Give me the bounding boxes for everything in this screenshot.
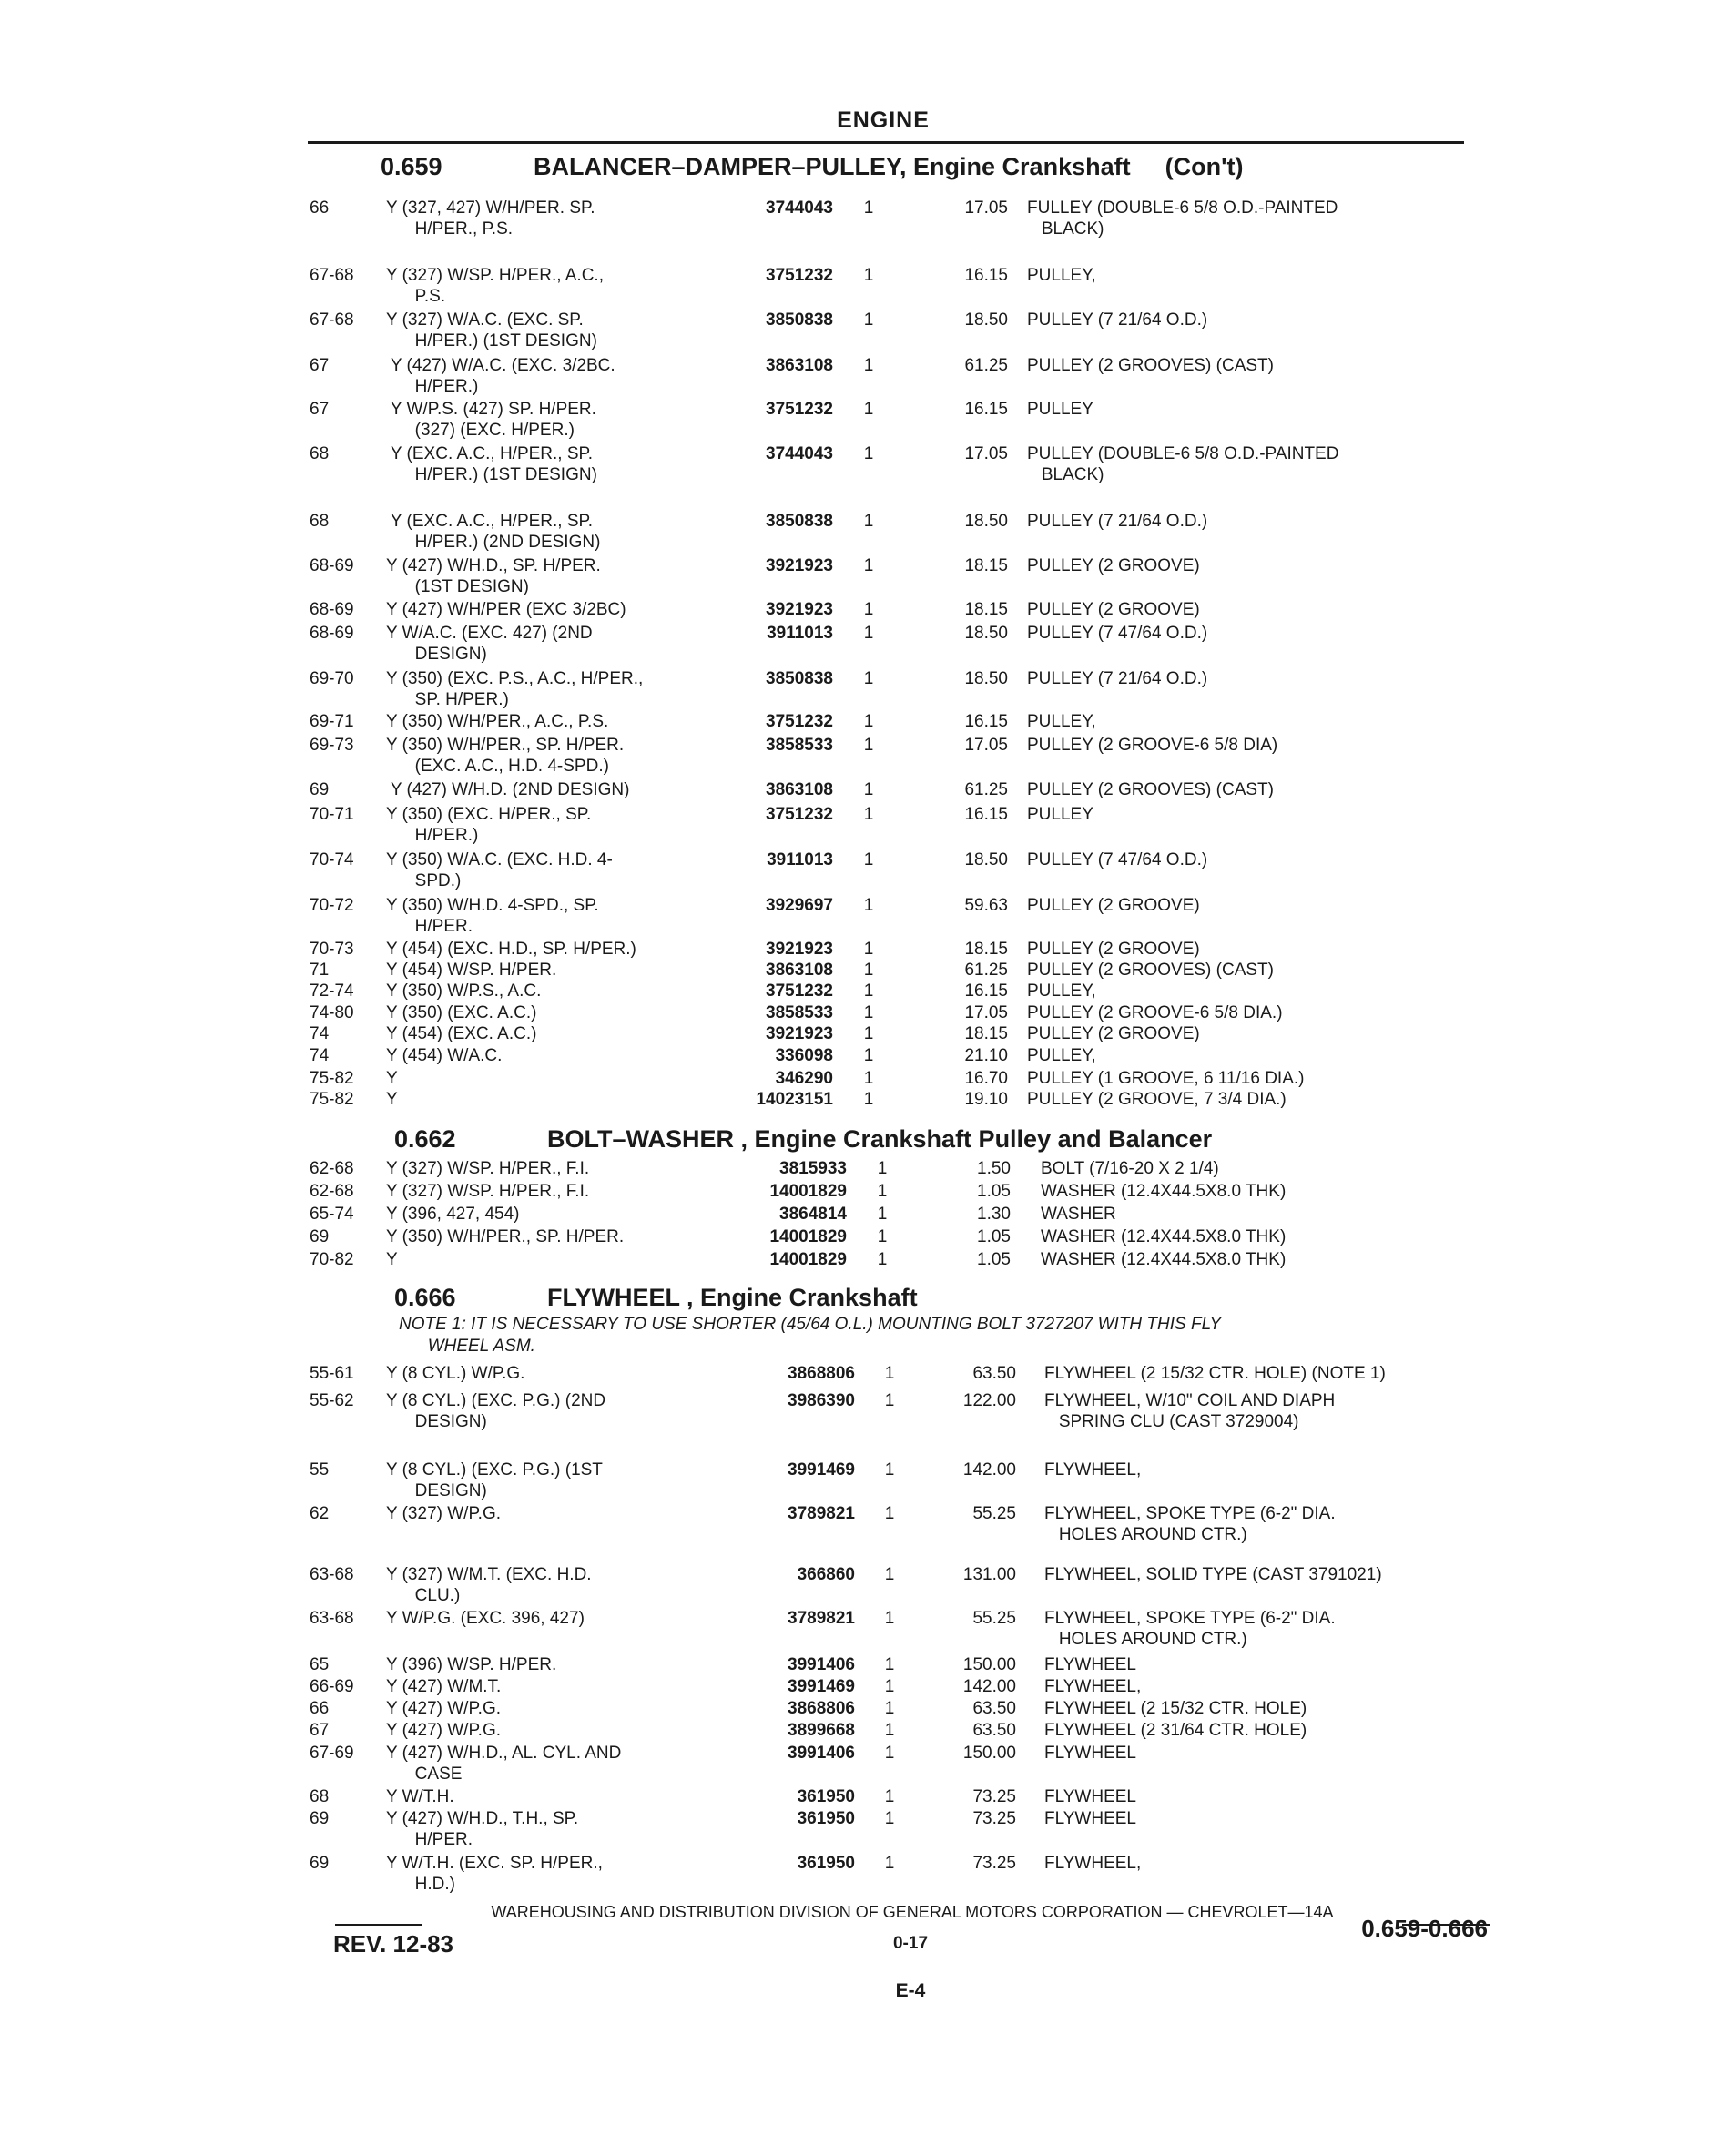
price: 150.00: [962, 1655, 1016, 1674]
price: 1.30: [977, 1205, 1011, 1224]
part-number: 3991469: [788, 1677, 855, 1696]
part-number: 3850838: [766, 512, 833, 531]
price: 16.15: [964, 266, 1008, 285]
application: Y (327) W/SP. H/PER., F.I.: [386, 1159, 590, 1178]
part-description: BOLT (7/16-20 X 2 1/4): [1041, 1159, 1219, 1178]
part-number: 3751232: [766, 266, 833, 285]
price: 1.50: [977, 1159, 1011, 1178]
part-description: WASHER (12.4X44.5X8.0 THK): [1041, 1182, 1287, 1201]
part-number: 336098: [775, 1046, 833, 1065]
part-description: FLYWHEEL: [1044, 1787, 1137, 1806]
application: Y (8 CYL.) (EXC. P.G.) (2ND DESIGN): [386, 1391, 606, 1431]
quantity: 1: [884, 1809, 895, 1828]
quantity: 1: [884, 1744, 895, 1763]
model-years: 68: [310, 1787, 330, 1806]
part-description: PULLEY,: [1027, 266, 1096, 285]
quantity: 1: [863, 1090, 874, 1109]
price: 18.15: [964, 1024, 1008, 1043]
application: Y (350) W/P.S., A.C.: [386, 981, 542, 1001]
model-years: 67: [310, 400, 330, 419]
model-years: 70-73: [310, 940, 354, 959]
part-number: 3863108: [766, 780, 833, 799]
model-years: 70-71: [310, 805, 354, 824]
part-description: PULLEY (2 GROOVE-6 5/8 DIA): [1027, 736, 1278, 755]
quantity: 1: [863, 736, 874, 755]
model-years: 65: [310, 1655, 330, 1674]
quantity: 1: [863, 266, 874, 285]
model-years: 62: [310, 1504, 330, 1523]
model-years: 67-68: [310, 310, 354, 330]
part-description: FLYWHEEL (2 31/64 CTR. HOLE): [1044, 1721, 1307, 1740]
part-description: FLYWHEEL,: [1044, 1460, 1142, 1480]
application: Y (EXC. A.C., H/PER., SP. H/PER.) (1ST DESIGN): [390, 444, 597, 484]
quantity: 1: [884, 1364, 895, 1383]
price: 55.25: [972, 1504, 1016, 1523]
quantity: 1: [884, 1677, 895, 1696]
price: 61.25: [964, 356, 1008, 375]
part-description: FLYWHEEL, SPOKE TYPE (6-2" DIA. HOLES AROUND CTR.): [1044, 1609, 1336, 1649]
part-description: WASHER: [1041, 1205, 1116, 1224]
price: 59.63: [964, 896, 1008, 915]
application: Y (454) (EXC. A.C.): [386, 1024, 537, 1043]
quantity: 1: [863, 198, 874, 218]
part-number: 3868806: [788, 1699, 855, 1718]
part-description: PULLEY (2 GROOVE): [1027, 896, 1200, 915]
model-years: 72-74: [310, 981, 354, 1001]
price: 63.50: [972, 1699, 1016, 1718]
price: 73.25: [972, 1787, 1016, 1806]
part-number: 14001829: [769, 1227, 847, 1246]
part-description: WASHER (12.4X44.5X8.0 THK): [1041, 1250, 1287, 1269]
quantity: 1: [863, 1046, 874, 1065]
part-description: FLYWHEEL, W/10" COIL AND DIAPH SPRING CLU (CAST 3729004): [1044, 1391, 1336, 1431]
price: 63.50: [972, 1364, 1016, 1383]
part-number: 3789821: [788, 1609, 855, 1628]
application: Y (427) W/M.T.: [386, 1677, 502, 1696]
application: Y (427) W/P.G.: [386, 1699, 502, 1718]
part-description: FLYWHEEL,: [1044, 1677, 1142, 1696]
part-number: 361950: [797, 1809, 855, 1828]
footer-division-line: WAREHOUSING AND DISTRIBUTION DIVISION OF GENERAL MOTORS CORPORATION — CHEVROLET—14A: [491, 1903, 1334, 1921]
quantity: 1: [863, 940, 874, 959]
model-years: 71: [310, 961, 330, 980]
section-continued: (Con't): [1165, 153, 1244, 180]
part-description: FLYWHEEL: [1044, 1655, 1137, 1674]
part-number: 3789821: [788, 1504, 855, 1523]
price: 16.70: [964, 1069, 1008, 1088]
quantity: 1: [884, 1854, 895, 1873]
model-years: 67: [310, 1721, 330, 1740]
price: 17.05: [964, 736, 1008, 755]
application: Y W/T.H. (EXC. SP. H/PER., H.D.): [386, 1854, 603, 1894]
section-title: [394, 1125, 1212, 1154]
part-description: PULLEY (2 GROOVES) (CAST): [1027, 961, 1274, 980]
part-description: PULLEY: [1027, 400, 1093, 419]
part-number: 3850838: [766, 310, 833, 330]
part-description: FLYWHEEL (2 15/32 CTR. HOLE): [1044, 1699, 1307, 1718]
part-description: PULLEY: [1027, 805, 1093, 824]
model-years: 66: [310, 198, 330, 218]
application: Y (EXC. A.C., H/PER., SP. H/PER.) (2ND DESIGN): [390, 512, 601, 552]
quantity: 1: [884, 1655, 895, 1674]
model-years: 74: [310, 1046, 330, 1065]
price: 142.00: [962, 1460, 1016, 1480]
application: Y (454) W/A.C.: [386, 1046, 503, 1065]
part-description: PULLEY,: [1027, 981, 1096, 1001]
model-years: 74-80: [310, 1003, 354, 1022]
application: Y: [386, 1069, 398, 1088]
application: Y (350) W/H.D. 4-SPD., SP. H/PER.: [386, 896, 599, 936]
price: 17.05: [964, 1003, 1008, 1022]
part-description: PULLEY (7 21/64 O.D.): [1027, 310, 1208, 330]
model-years: 70-72: [310, 896, 354, 915]
part-description: PULLEY (2 GROOVES) (CAST): [1027, 356, 1274, 375]
application: Y (427) W/H.D., T.H., SP. H/PER.: [386, 1809, 579, 1849]
price: 16.15: [964, 805, 1008, 824]
model-years: 66: [310, 1699, 330, 1718]
application: Y (327) W/A.C. (EXC. SP. H/PER.) (1ST DESIGN): [386, 310, 597, 351]
application: Y W/P.G. (EXC. 396, 427): [386, 1609, 585, 1628]
part-number: 3868806: [788, 1364, 855, 1383]
model-years: 75-82: [310, 1090, 354, 1109]
part-number: 3815933: [779, 1159, 847, 1178]
quantity: 1: [884, 1391, 895, 1410]
price: 18.50: [964, 669, 1008, 688]
part-number: 3751232: [766, 712, 833, 731]
price: 18.50: [964, 512, 1008, 531]
application: Y (350) W/H/PER., SP. H/PER. (EXC. A.C., H.D. 4-SPD.): [386, 736, 625, 776]
application: Y (327) W/M.T. (EXC. H.D. CLU.): [386, 1565, 592, 1605]
price: 18.50: [964, 310, 1008, 330]
quantity: 1: [877, 1159, 888, 1178]
section-number: 0.659: [381, 153, 442, 180]
part-number: 3991406: [788, 1655, 855, 1674]
model-years: 68: [310, 512, 330, 531]
price: 73.25: [972, 1854, 1016, 1873]
model-years: 70-74: [310, 850, 354, 870]
quantity: 1: [863, 850, 874, 870]
part-number: 361950: [797, 1854, 855, 1873]
part-number: 3863108: [766, 356, 833, 375]
price: 142.00: [962, 1677, 1016, 1696]
application: Y (327, 427) W/H/PER. SP. H/PER., P.S.: [386, 198, 595, 239]
model-years: 62-68: [310, 1182, 354, 1201]
price: 18.15: [964, 600, 1008, 619]
part-number: 3921923: [766, 940, 833, 959]
group-range: 0.659-0.666: [1361, 1915, 1488, 1942]
quantity: 1: [863, 1069, 874, 1088]
part-number: 3911013: [767, 624, 833, 643]
part-number: 3858533: [766, 736, 833, 755]
part-number: 3751232: [766, 805, 833, 824]
quantity: 1: [863, 356, 874, 375]
price: 21.10: [964, 1046, 1008, 1065]
application: Y (427) W/H.D., AL. CYL. AND CASE: [386, 1744, 622, 1784]
model-years: 67-69: [310, 1744, 354, 1763]
part-description: PULLEY (2 GROOVE, 7 3/4 DIA.): [1027, 1090, 1287, 1109]
quantity: 1: [863, 600, 874, 619]
quantity: 1: [863, 669, 874, 688]
part-number: 3850838: [766, 669, 833, 688]
part-description: PULLEY (2 GROOVE): [1027, 600, 1200, 619]
header-rule: [308, 141, 1464, 144]
application: Y (427) W/H/PER (EXC 3/2BC): [386, 600, 626, 619]
price: 131.00: [962, 1565, 1016, 1584]
part-number: 14001829: [769, 1250, 847, 1269]
model-years: 68: [310, 444, 330, 463]
model-years: 62-68: [310, 1159, 354, 1178]
revision-date: REV. 12-83: [333, 1930, 454, 1958]
page-number: 0-17: [892, 1934, 929, 1953]
section-heading: FLYWHEEL , Engine Crankshaft: [547, 1284, 918, 1311]
quantity: 1: [863, 712, 874, 731]
model-years: 67: [310, 356, 330, 375]
application: Y (8 CYL.) W/P.G.: [386, 1364, 525, 1383]
quantity: 1: [863, 624, 874, 643]
price: 17.05: [964, 444, 1008, 463]
price: 18.15: [964, 940, 1008, 959]
part-description: FLYWHEEL, SPOKE TYPE (6-2" DIA. HOLES AROUND CTR.): [1044, 1504, 1336, 1544]
part-description: PULLEY (2 GROOVES) (CAST): [1027, 780, 1274, 799]
part-description: PULLEY (7 21/64 O.D.): [1027, 669, 1208, 688]
price: 150.00: [962, 1744, 1016, 1763]
quantity: 1: [863, 1024, 874, 1043]
part-number: 3921923: [766, 600, 833, 619]
model-years: 69: [310, 1227, 330, 1246]
application: Y (350) (EXC. H/PER., SP. H/PER.): [386, 805, 592, 845]
quantity: 1: [863, 1003, 874, 1022]
footer-rule-left: [335, 1924, 422, 1926]
model-years: 55-61: [310, 1364, 354, 1383]
price: 61.25: [964, 961, 1008, 980]
quantity: 1: [863, 556, 874, 575]
part-description: PULLEY (2 GROOVE): [1027, 940, 1200, 959]
application: Y W/T.H.: [386, 1787, 454, 1806]
part-description: PULLEY,: [1027, 1046, 1096, 1065]
part-number: 3986390: [788, 1391, 855, 1410]
section-note: NOTE 1: IT IS NECESSARY TO USE SHORTER (45/64 O.L.) MOUNTING BOLT 3727207 WITH THIS FLY WHEEL ASM.: [399, 1315, 1222, 1356]
quantity: 1: [877, 1227, 888, 1246]
application: Y (327) W/P.G.: [386, 1504, 502, 1523]
part-description: FLYWHEEL,: [1044, 1854, 1142, 1873]
part-number: 3991406: [788, 1744, 855, 1763]
price: 16.15: [964, 712, 1008, 731]
model-years: 55-62: [310, 1391, 354, 1410]
part-number: 3899668: [788, 1721, 855, 1740]
part-description: PULLEY (7 21/64 O.D.): [1027, 512, 1208, 531]
price: 1.05: [977, 1250, 1011, 1269]
section-title: [381, 153, 1243, 181]
part-number: 3921923: [766, 1024, 833, 1043]
application: Y: [386, 1250, 398, 1269]
quantity: 1: [884, 1699, 895, 1718]
application: Y (350) (EXC. P.S., A.C., H/PER., SP. H/PER.): [386, 669, 644, 709]
part-number: 3911013: [767, 850, 833, 870]
application: Y (396) W/SP. H/PER.: [386, 1655, 557, 1674]
model-years: 55: [310, 1460, 330, 1480]
model-years: 67-68: [310, 266, 354, 285]
model-years: 63-68: [310, 1565, 354, 1584]
price: 18.50: [964, 624, 1008, 643]
section-number: 0.662: [394, 1125, 456, 1153]
part-number: 14023151: [756, 1090, 833, 1109]
part-number: 3858533: [766, 1003, 833, 1022]
part-number: 3751232: [766, 400, 833, 419]
application: Y (327) W/SP. H/PER., A.C., P.S.: [386, 266, 604, 306]
quantity: 1: [884, 1609, 895, 1628]
quantity: 1: [863, 896, 874, 915]
quantity: 1: [863, 805, 874, 824]
application: Y (454) (EXC. H.D., SP. H/PER.): [386, 940, 636, 959]
part-description: PULLEY (2 GROOVE-6 5/8 DIA.): [1027, 1003, 1283, 1022]
part-description: PULLEY,: [1027, 712, 1096, 731]
quantity: 1: [877, 1250, 888, 1269]
quantity: 1: [863, 981, 874, 1001]
application: Y (350) W/A.C. (EXC. H.D. 4- SPD.): [386, 850, 613, 890]
part-number: 346290: [775, 1069, 833, 1088]
part-description: PULLEY (2 GROOVE): [1027, 556, 1200, 575]
model-years: 68-69: [310, 624, 354, 643]
quantity: 1: [877, 1205, 888, 1224]
part-description: PULLEY (2 GROOVE): [1027, 1024, 1200, 1043]
section-heading: BOLT–WASHER , Engine Crankshaft Pulley and Balancer: [547, 1125, 1213, 1153]
model-years: 69-70: [310, 669, 354, 688]
application: Y W/P.S. (427) SP. H/PER. (327) (EXC. H/PER.): [390, 400, 596, 440]
part-number: 3744043: [766, 444, 833, 463]
application: Y (350) W/H/PER., A.C., P.S.: [386, 712, 609, 731]
application: Y (350) W/H/PER., SP. H/PER.: [386, 1227, 625, 1246]
model-years: 66-69: [310, 1677, 354, 1696]
price: 63.50: [972, 1721, 1016, 1740]
quantity: 1: [863, 512, 874, 531]
quantity: 1: [863, 444, 874, 463]
part-description: PULLEY (7 47/64 O.D.): [1027, 624, 1208, 643]
price: 16.15: [964, 981, 1008, 1001]
quantity: 1: [863, 780, 874, 799]
section-number: 0.666: [394, 1284, 456, 1311]
part-number: 3921923: [766, 556, 833, 575]
part-number: 3991469: [788, 1460, 855, 1480]
application: Y (396, 427, 454): [386, 1205, 520, 1224]
part-number: 361950: [797, 1787, 855, 1806]
model-years: 63-68: [310, 1609, 354, 1628]
model-years: 69-73: [310, 736, 354, 755]
part-description: FLYWHEEL, SOLID TYPE (CAST 3791021): [1044, 1565, 1382, 1584]
part-description: FLYWHEEL: [1044, 1744, 1137, 1763]
quantity: 1: [863, 310, 874, 330]
application: Y (427) W/H.D., SP. H/PER. (1ST DESIGN): [386, 556, 601, 596]
model-years: 75-82: [310, 1069, 354, 1088]
application: Y (427) W/H.D. (2ND DESIGN): [386, 780, 630, 799]
model-years: 65-74: [310, 1205, 354, 1224]
part-number: 366860: [797, 1565, 855, 1584]
part-number: 3744043: [766, 198, 833, 218]
part-description: FLYWHEEL: [1044, 1809, 1137, 1828]
price: 122.00: [962, 1391, 1016, 1410]
price: 1.05: [977, 1182, 1011, 1201]
application: Y (327) W/SP. H/PER., F.I.: [386, 1182, 590, 1201]
price: 18.50: [964, 850, 1008, 870]
application: Y W/A.C. (EXC. 427) (2ND DESIGN): [386, 624, 593, 664]
model-years: 69: [310, 1854, 330, 1873]
price: 19.10: [964, 1090, 1008, 1109]
price: 16.15: [964, 400, 1008, 419]
quantity: 1: [863, 961, 874, 980]
application: Y (350) (EXC. A.C.): [386, 1003, 537, 1022]
price: 55.25: [972, 1609, 1016, 1628]
model-years: 69: [310, 1809, 330, 1828]
quantity: 1: [884, 1460, 895, 1480]
quantity: 1: [884, 1787, 895, 1806]
quantity: 1: [877, 1182, 888, 1201]
quantity: 1: [863, 400, 874, 419]
price: 17.05: [964, 198, 1008, 218]
model-years: 68-69: [310, 600, 354, 619]
application: Y: [386, 1090, 398, 1109]
model-years: 69: [310, 780, 330, 799]
quantity: 1: [884, 1504, 895, 1523]
model-years: 74: [310, 1024, 330, 1043]
page-title: ENGINE: [837, 107, 930, 133]
part-description: PULLEY (7 47/64 O.D.): [1027, 850, 1208, 870]
price: 18.15: [964, 556, 1008, 575]
price: 1.05: [977, 1227, 1011, 1246]
part-description: WASHER (12.4X44.5X8.0 THK): [1041, 1227, 1287, 1246]
application: Y (427) W/P.G.: [386, 1721, 502, 1740]
section-heading: BALANCER–DAMPER–PULLEY, Engine Crankshaft: [534, 153, 1131, 180]
part-description: PULLEY (DOUBLE-6 5/8 O.D.-PAINTED BLACK): [1027, 444, 1339, 484]
model-years: 70-82: [310, 1250, 354, 1269]
part-number: 14001829: [769, 1182, 847, 1201]
application: Y (454) W/SP. H/PER.: [386, 961, 557, 980]
part-description: PULLEY (1 GROOVE, 6 11/16 DIA.): [1027, 1069, 1305, 1088]
quantity: 1: [884, 1721, 895, 1740]
application: Y (8 CYL.) (EXC. P.G.) (1ST DESIGN): [386, 1460, 603, 1500]
part-description: FLYWHEEL (2 15/32 CTR. HOLE) (NOTE 1): [1044, 1364, 1386, 1383]
price: 73.25: [972, 1809, 1016, 1828]
section-title: [394, 1284, 918, 1312]
sheet-number: E-4: [895, 1980, 926, 2001]
part-number: 3751232: [766, 981, 833, 1001]
model-years: 68-69: [310, 556, 354, 575]
part-number: 3864814: [779, 1205, 847, 1224]
part-number: 3929697: [766, 896, 833, 915]
application: Y (427) W/A.C. (EXC. 3/2BC. H/PER.): [390, 356, 615, 396]
price: 61.25: [964, 780, 1008, 799]
quantity: 1: [884, 1565, 895, 1584]
model-years: 69-71: [310, 712, 354, 731]
part-number: 3863108: [766, 961, 833, 980]
part-description: FULLEY (DOUBLE-6 5/8 O.D.-PAINTED BLACK): [1027, 198, 1338, 239]
